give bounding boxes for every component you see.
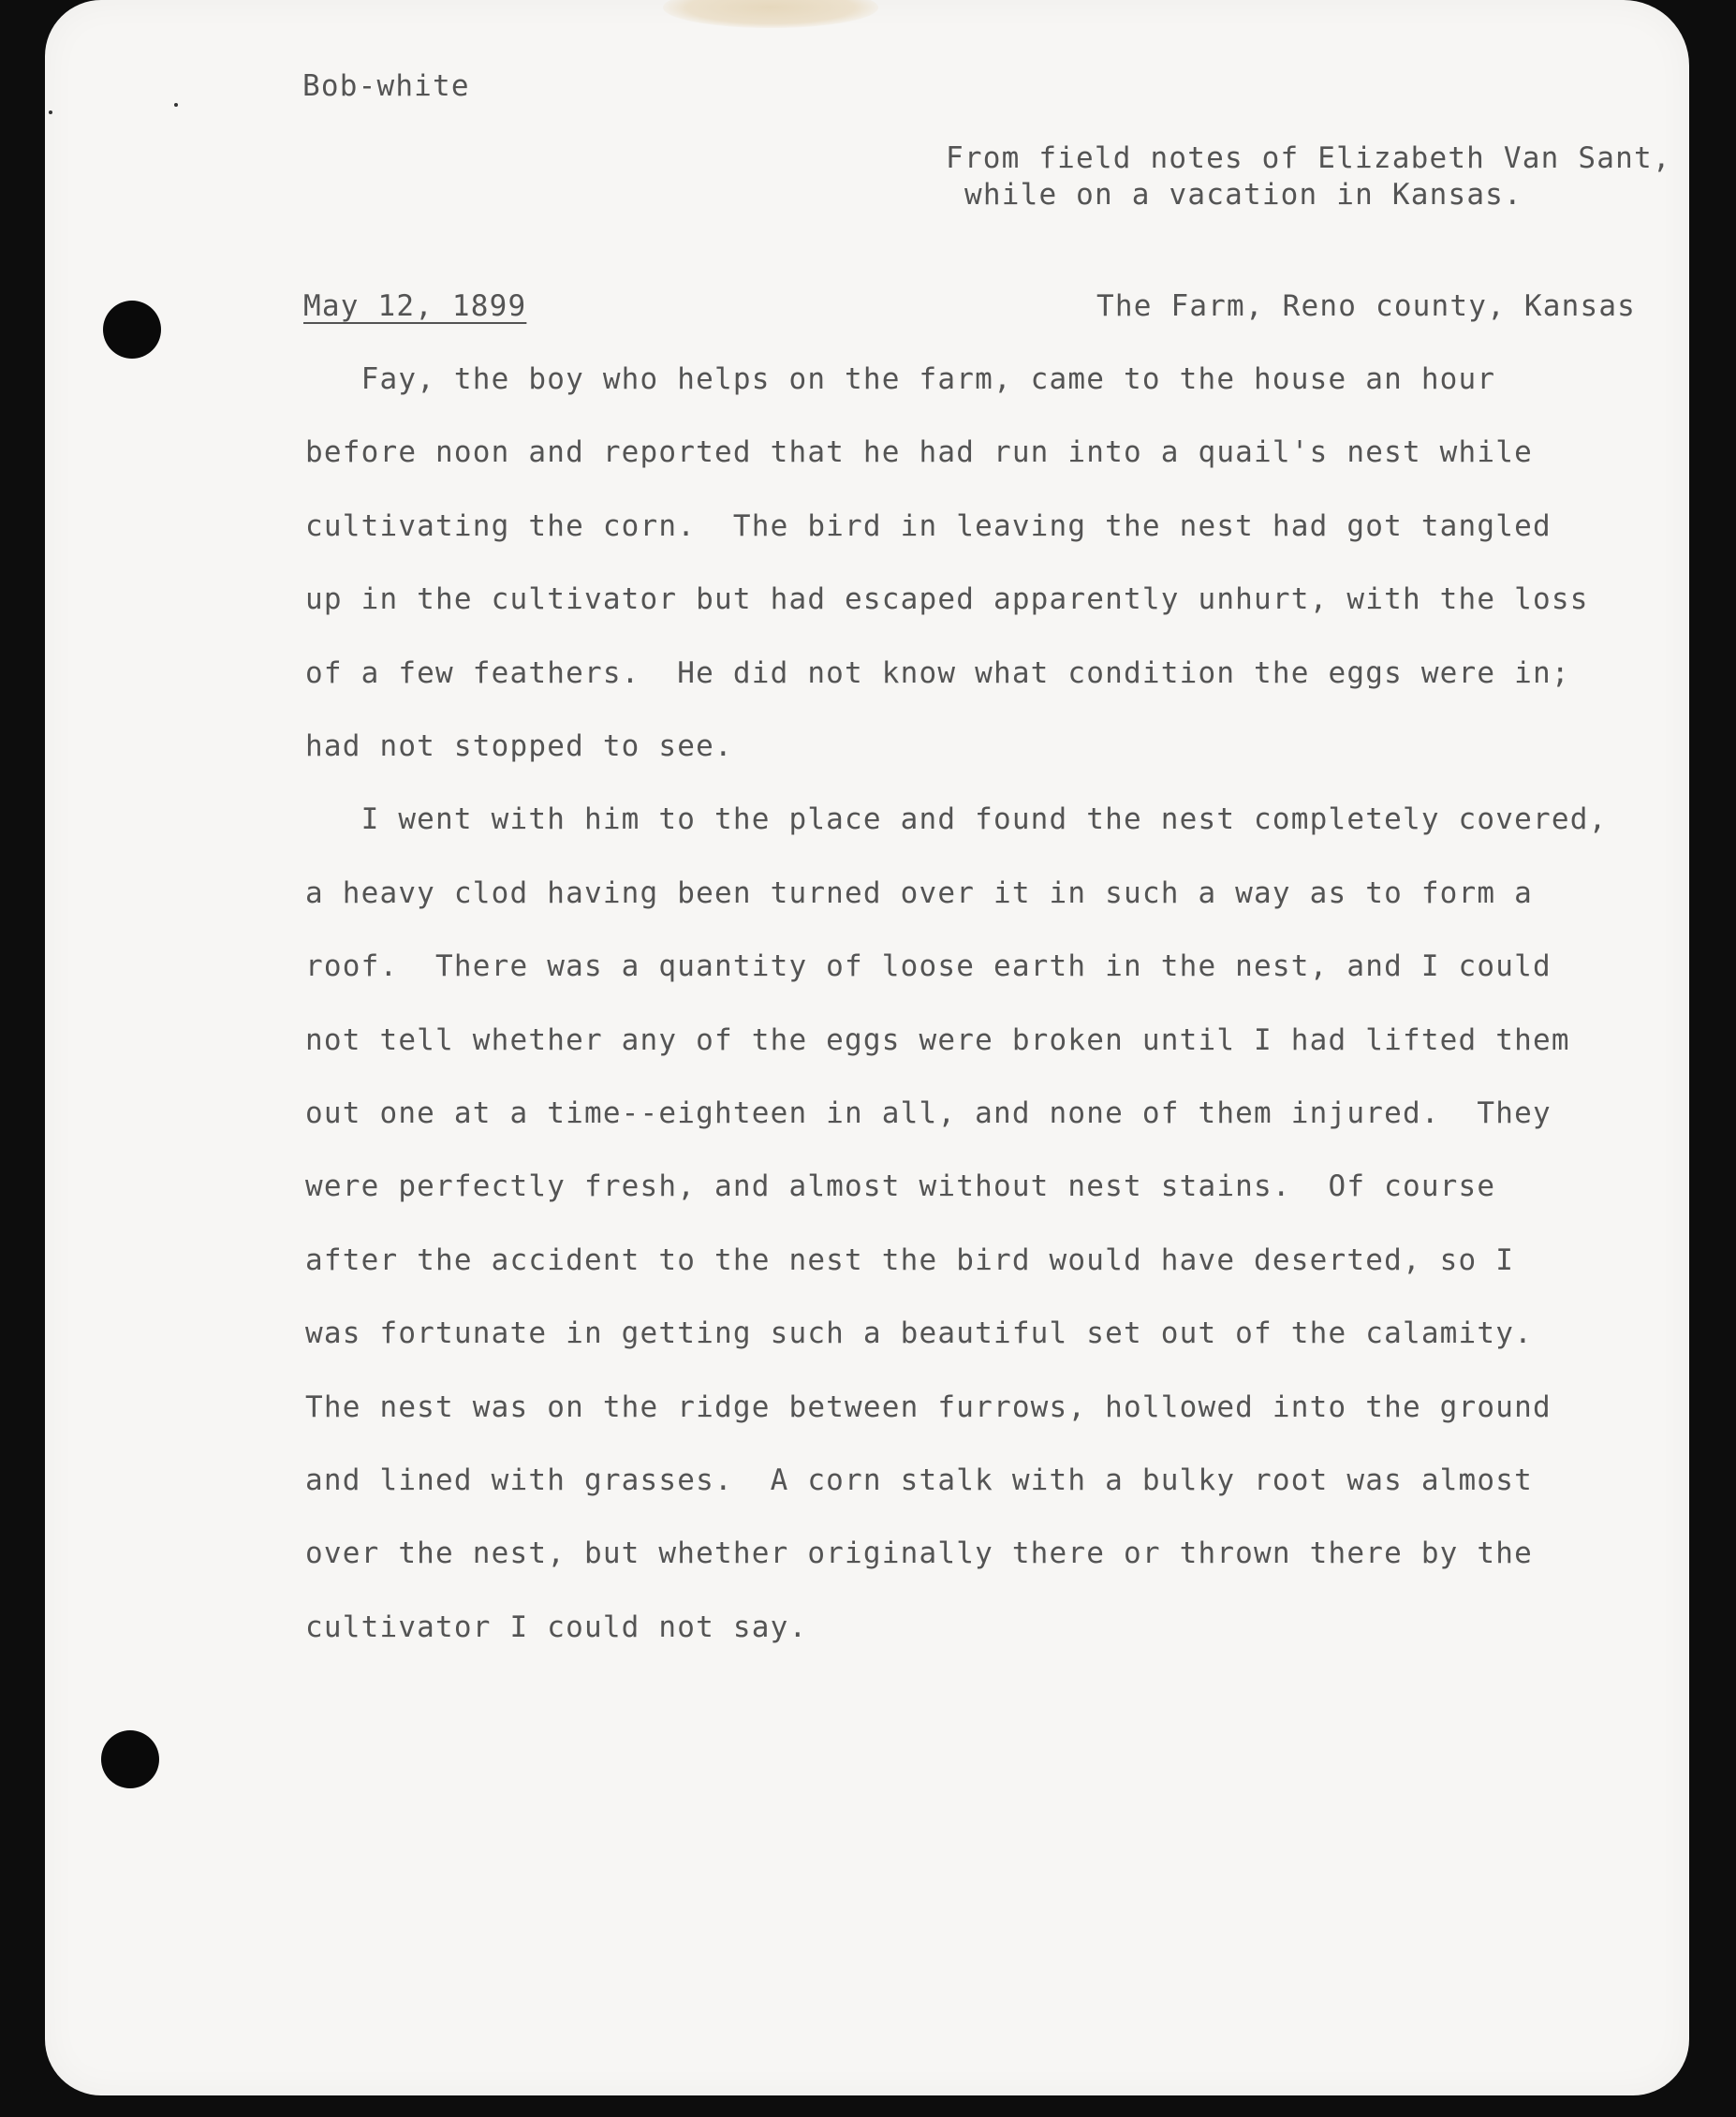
note-body-line: were perfectly fresh, and almost without nest stains. Of course <box>305 1169 1496 1203</box>
typed-note-card <box>45 0 1689 2095</box>
ink-speck <box>174 103 178 107</box>
species-label: Bob-white <box>302 69 470 103</box>
note-body-line: was fortunate in getting such a beautiful set out of the calamity. <box>305 1316 1533 1350</box>
note-body-line: a heavy clod having been turned over it in such a way as to form a <box>305 876 1533 910</box>
note-body-line: had not stopped to see. <box>305 729 733 763</box>
note-body-line: and lined with grasses. A corn stalk with a bulky root was almost <box>305 1463 1533 1497</box>
note-body-line: after the accident to the nest the bird would have deserted, so I <box>305 1243 1515 1277</box>
note-body-line: of a few feathers. He did not know what condition the eggs were in; <box>305 656 1570 690</box>
punch-hole-top <box>103 301 161 359</box>
note-body-line: The nest was on the ridge between furrows, hollowed into the ground <box>305 1390 1552 1424</box>
source-attribution-line-1: From field notes of Elizabeth Van Sant, <box>946 141 1671 175</box>
note-body-line: up in the cultivator but had escaped apparently unhurt, with the loss <box>305 582 1589 616</box>
note-body-line: I went with him to the place and found the nest completely covered, <box>305 802 1608 836</box>
note-body-line: out one at a time--eighteen in all, and none of them injured. They <box>305 1096 1552 1130</box>
ink-speck <box>49 110 52 114</box>
note-body-line: cultivator I could not say. <box>305 1610 808 1644</box>
note-body-line: cultivating the corn. The bird in leaving the nest had got tangled <box>305 509 1552 543</box>
source-attribution-line-2: while on a vacation in Kansas. <box>964 178 1523 212</box>
note-body-line: over the nest, but whether originally there or thrown there by the <box>305 1536 1533 1570</box>
entry-date: May 12, 1899 <box>303 289 527 323</box>
note-body-line: before noon and reported that he had run into a quail's nest while <box>305 435 1533 469</box>
tape-stain <box>663 0 878 28</box>
punch-hole-bottom <box>101 1730 159 1788</box>
note-body-line: Fay, the boy who helps on the farm, came to the house an hour <box>305 362 1496 396</box>
note-body-line: roof. There was a quantity of loose earth in the nest, and I could <box>305 949 1552 983</box>
entry-place: The Farm, Reno county, Kansas <box>1096 289 1637 323</box>
note-body-line: not tell whether any of the eggs were broken until I had lifted them <box>305 1023 1570 1057</box>
